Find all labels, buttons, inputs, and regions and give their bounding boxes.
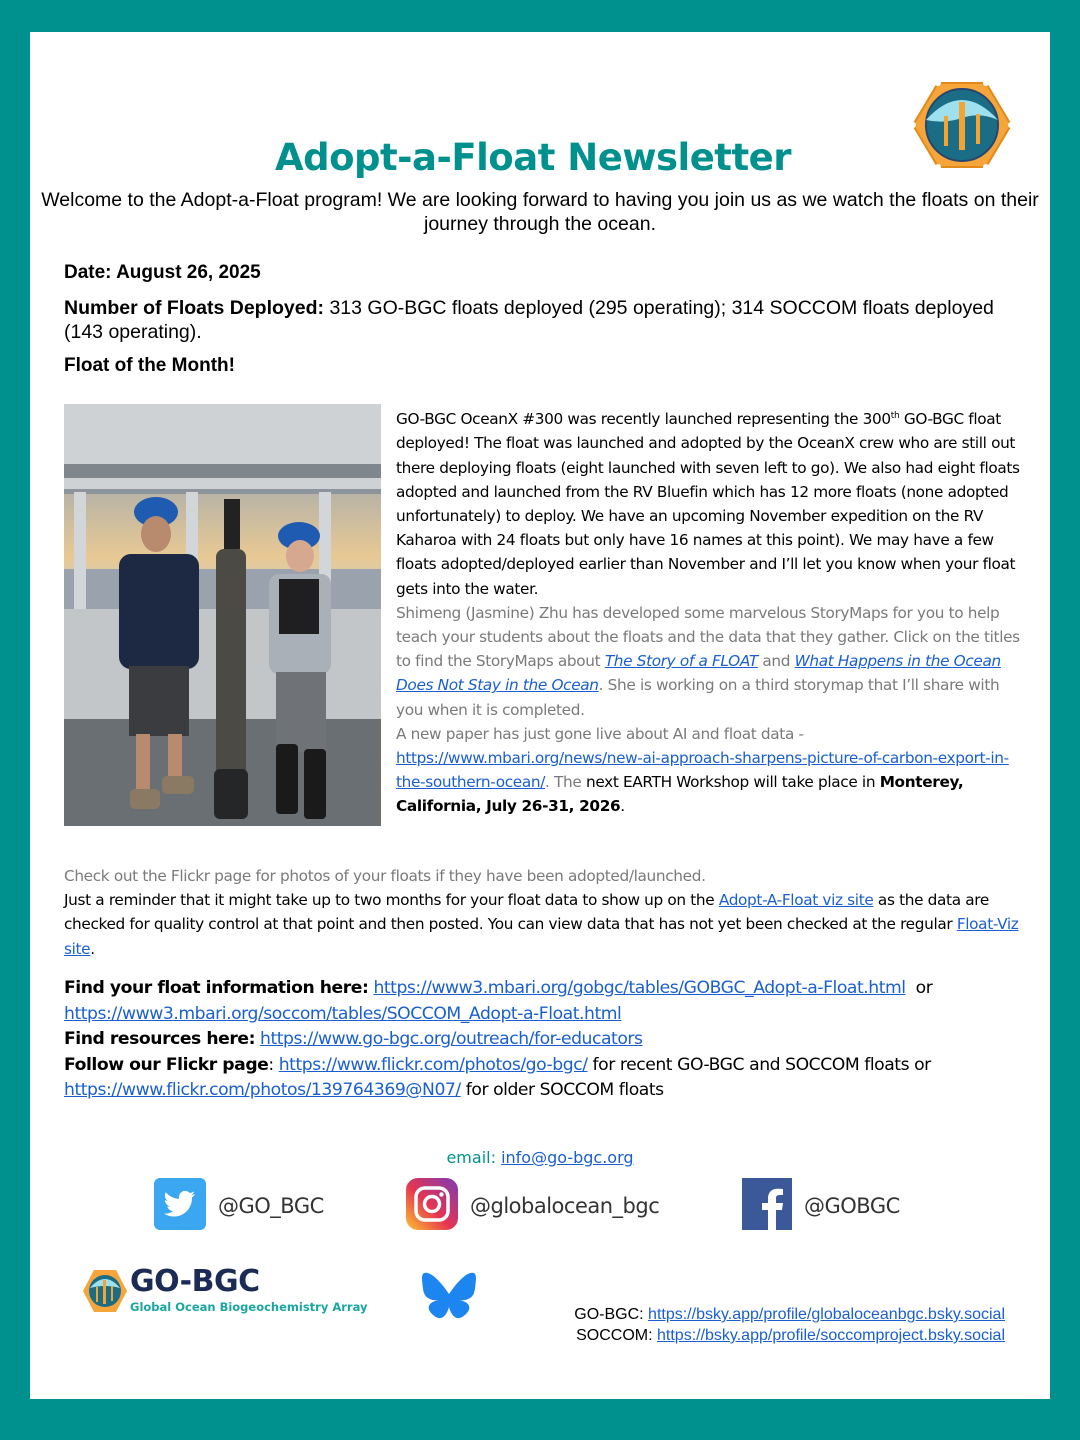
flickr-note: Check out the Flickr page for photos of your floats if they have been adopted/launched. [64, 867, 706, 885]
facebook-icon [742, 1178, 792, 1235]
flickr-gobgc-link[interactable]: https://www.flickr.com/photos/go-bgc/ [278, 1054, 588, 1075]
bluesky-butterfly-icon [420, 1272, 478, 1324]
reminder-text: Just a reminder that it might take up to two months for your float data to show up on the Adopt-A-Float viz site as the data are checked for quality control at that point and then posted. You can view data that has not yet been checked at the regular Float-Viz site. [64, 891, 1019, 958]
soccom-adopt-table-link[interactable]: https://www3.mbari.org/soccom/tables/SOCCOM_Adopt-a-Float.html [64, 1003, 622, 1024]
email-link[interactable]: info@go-bgc.org [501, 1148, 634, 1167]
floats-deployed-value: 313 GO-BGC floats deployed (295 operating); 314 SOCCOM floats deployed (143 operating). [64, 297, 994, 343]
bluesky-gobgc-line: GO-BGC: https://bsky.app/profile/globaloceanbgc.bsky.social [574, 1306, 1005, 1323]
resources-section [64, 976, 1044, 1104]
social-twitter[interactable] [154, 1180, 324, 1232]
educator-resources-link[interactable]: https://www.go-bgc.org/outreach/for-educators [260, 1029, 643, 1049]
facebook-handle: @GOBGC [804, 1194, 900, 1218]
floats-deployed-label: Number of Floats Deployed: [64, 297, 325, 319]
flickr-soccom-link[interactable]: https://www.flickr.com/photos/139764369@N07/ [64, 1080, 461, 1100]
story-paragraph-2: Shimeng (Jasmine) Zhu has developed some marvelous StoryMaps for you to help teach your students about the floats and the data that they gather. Click on the titles to find the StoryMaps about The Story of a FLOAT and What Happens in the Ocean Does Not Stay in the Ocean. She is working on a third storymap that I’ll share with you when it is completed. [396, 603, 1020, 719]
bluesky-soccom-link[interactable]: https://bsky.app/profile/soccomproject.bsky.social [657, 1327, 1005, 1344]
find-float-line: Find your float information here: https://www3.mbari.org/gobgc/tables/GOBGC_Adopt-a-Float.html or https://www3.mbari.org/soccom/tables/SOCCOM_Adopt-a-Float.html [64, 978, 933, 1024]
workshop-location-date: Monterey, California, July 26-31, 2026 [396, 773, 964, 816]
storymap-link-story-of-a-float[interactable]: The Story of a FLOAT [604, 652, 758, 671]
float-viz-link[interactable]: Float-Viz site [64, 915, 1019, 958]
brand-subtitle: Global Ocean Biogeochemistry Array [130, 1300, 368, 1314]
storymap-link-what-happens-in-ocean[interactable]: What Happens in the Ocean Does Not Stay in the Ocean [396, 652, 1001, 695]
flickr-line: Follow our Flickr page: https://www.flickr.com/photos/go-bgc/ for recent GO-BGC and SOCCOM floats or https://www.flickr.com/photos/139764369@N07/ for older SOCCOM floats [64, 1054, 931, 1100]
brand-name: GO-BGC [130, 1264, 260, 1299]
gobgc-adopt-table-link[interactable]: https://www3.mbari.org/gobgc/tables/GOBGC_Adopt-a-Float.html [373, 978, 906, 998]
welcome-text: Welcome to the Adopt-a-Float program! We are looking forward to having you join us as we watch the floats on their journey through the ocean. [41, 189, 1039, 235]
mbari-ai-paper-link[interactable]: https://www.mbari.org/news/new-ai-approach-sharpens-picture-of-carbon-export-in-the-southern-ocean/ [396, 748, 1009, 792]
float-of-month-heading: Float of the Month! [64, 355, 235, 376]
notes-section [64, 864, 1034, 961]
find-resources-line: Find resources here: https://www.go-bgc.org/outreach/for-educators [64, 1029, 643, 1049]
go-bgc-emblem-small-icon [82, 1268, 128, 1314]
instagram-icon [406, 1178, 458, 1235]
go-bgc-brand-logo [82, 1264, 392, 1318]
date-line: Date: August 26, 2025 [64, 262, 261, 283]
bluesky-gobgc-link[interactable]: https://bsky.app/profile/globaloceanbgc.bsky.social [648, 1306, 1005, 1323]
instagram-handle: @globalocean_bgc [470, 1194, 660, 1218]
story-paragraph-3: A new paper has just gone live about AI and float data - https://www.mbari.org/news/new-ai-approach-sharpens-picture-of-carbon-export-in-the-southern-ocean/. The next EARTH Workshop will take place in Monterey, California, July 26-31, 2026. [396, 724, 1009, 816]
email-line: email: info@go-bgc.org [446, 1148, 634, 1167]
float-photo [64, 404, 381, 826]
adopt-a-float-viz-link[interactable]: Adopt-A-Float viz site [718, 891, 874, 910]
twitter-icon [154, 1178, 206, 1235]
twitter-handle: @GO_BGC [218, 1194, 324, 1218]
social-instagram[interactable] [406, 1180, 659, 1232]
story-paragraph-1: GO-BGC OceanX #300 was recently launched representing the 300th GO-BGC float deployed! The float was launched and adopted by the OceanX crew who are still out there deploying floats (eight launched with seven left to go). We also had eight floats adopted and launched from the RV Bluefin which has 12 more floats (none adopted unfortunately) to deploy. We have an upcoming November expedition on the RV Kaharoa with 24 floats but only have 16 names at this point). We may have a few floats adopted/deployed earlier than November and I’ll let you know when your float gets into the water. [396, 410, 1020, 598]
float-story [396, 404, 1026, 819]
page-title: Adopt-a-Float Newsletter [274, 136, 792, 179]
bluesky-links [480, 1304, 1005, 1346]
social-facebook[interactable] [742, 1180, 900, 1232]
bluesky-soccom-line: SOCCOM: https://bsky.app/profile/soccomproject.bsky.social [576, 1327, 1005, 1344]
floats-deployed [64, 296, 1024, 344]
